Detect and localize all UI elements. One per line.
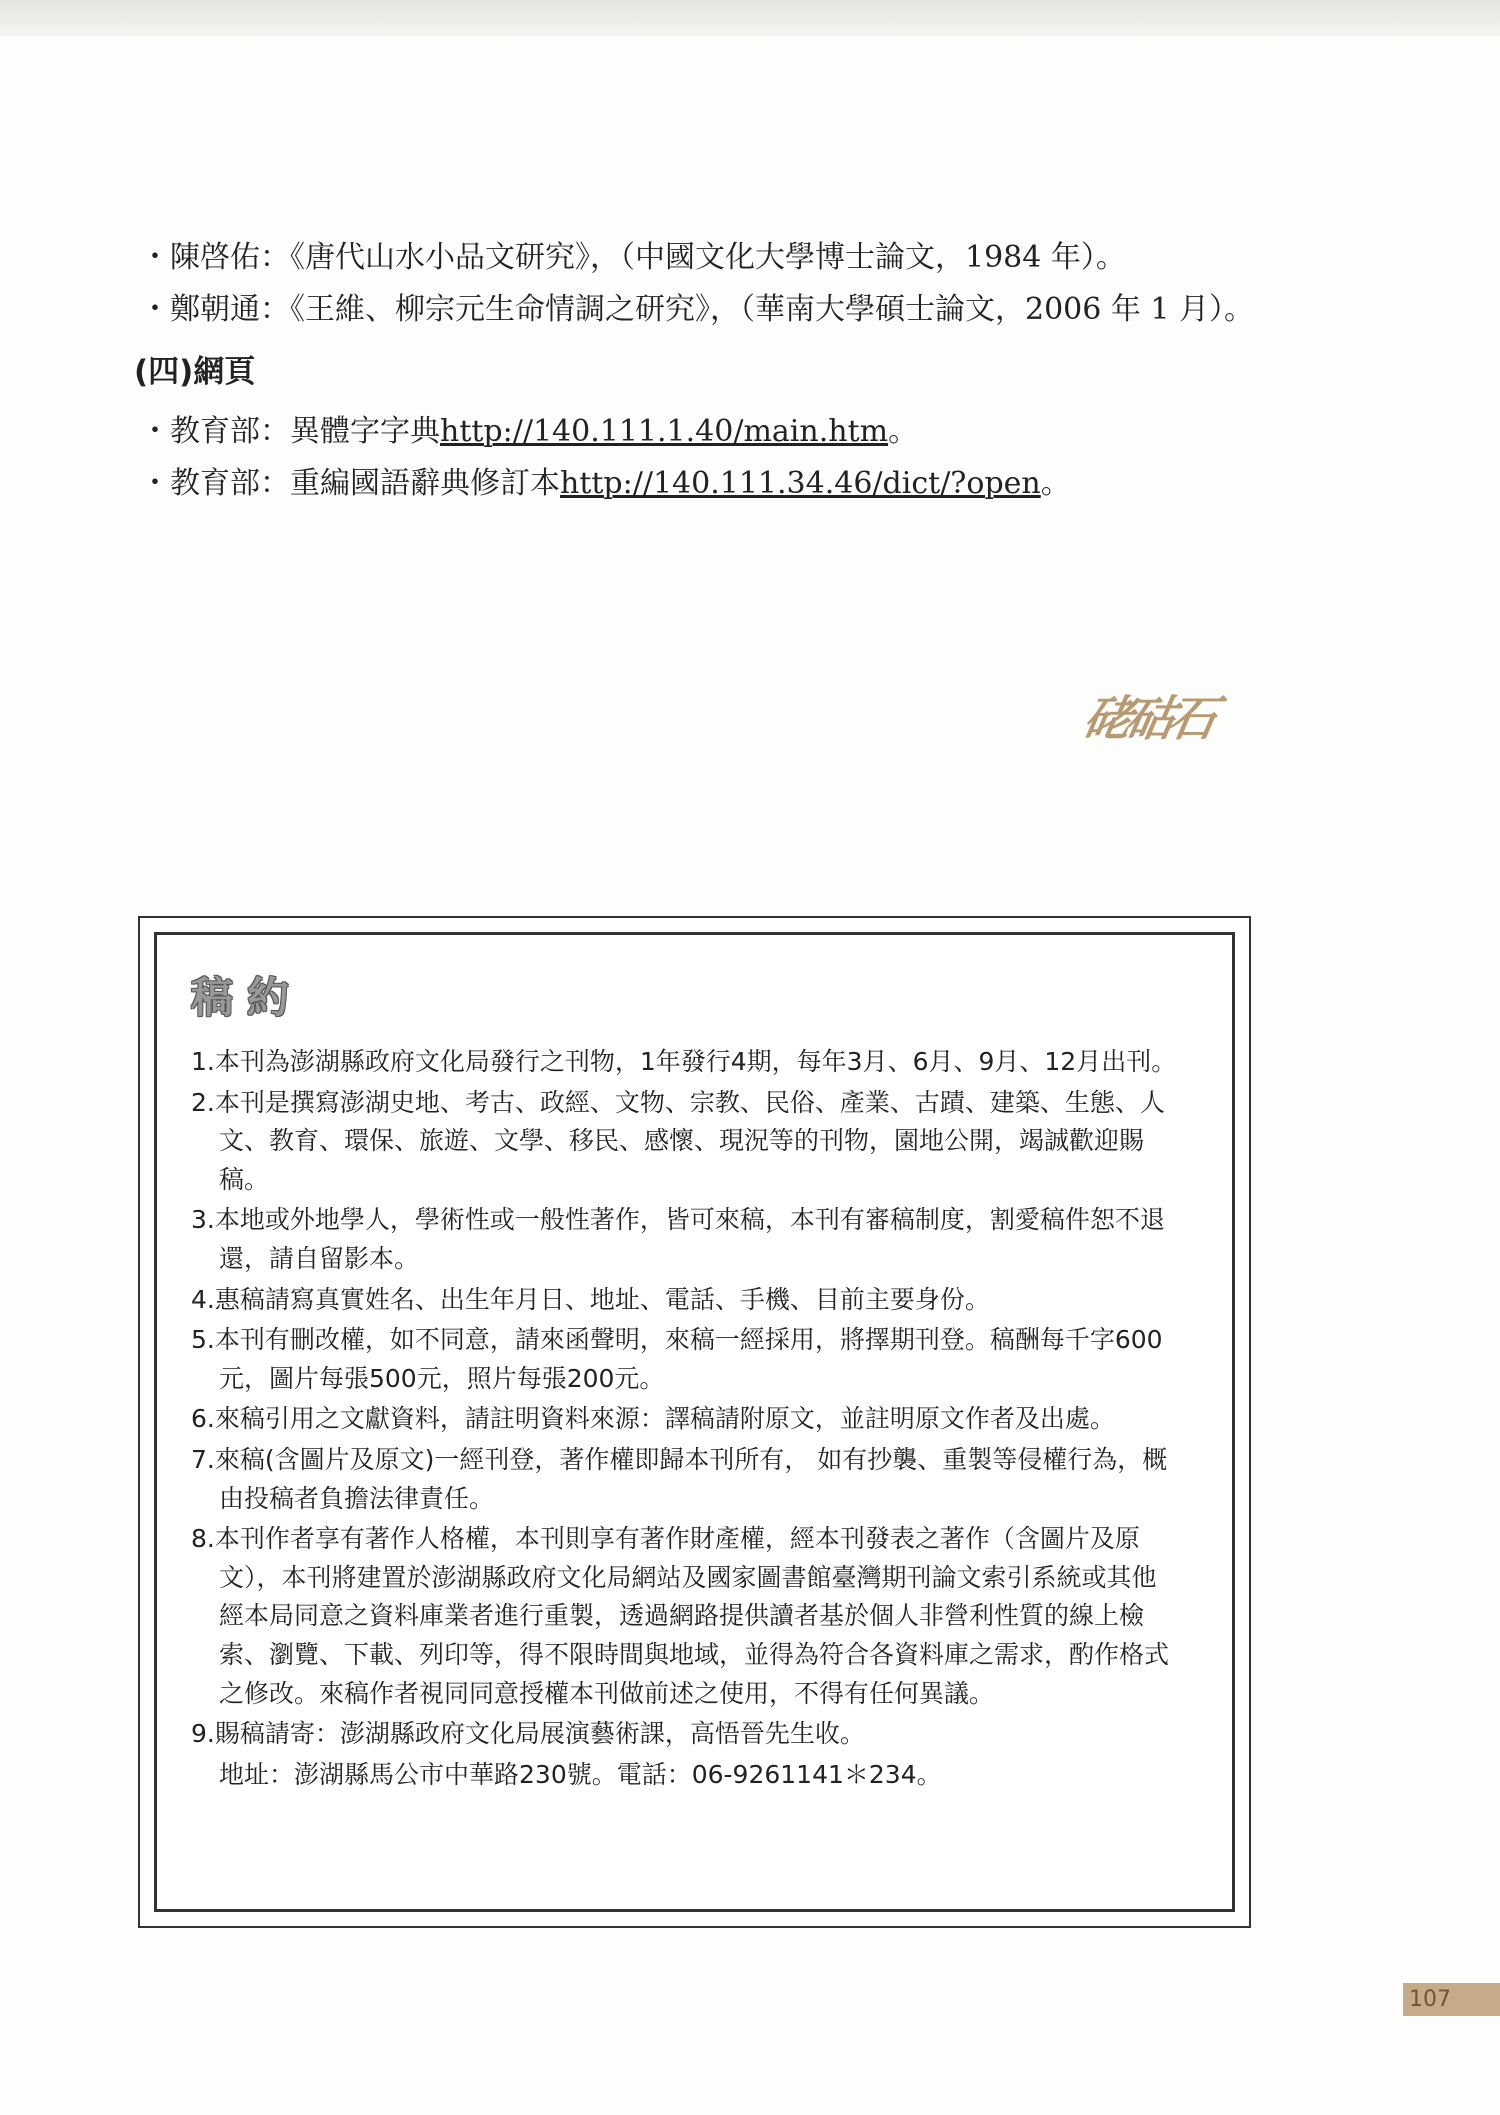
reference-item: ・鄭朝通：《王維、柳宗元生命情調之研究》，（華南大學碩士論文，2006 年 1 月）。: [140, 292, 1255, 327]
notice-rules-list: [191, 1043, 1181, 1794]
notice-address: 地址：澎湖縣馬公市中華路230號。電話：06-9261141＊234。: [219, 1759, 942, 1789]
notice-rule: 9.賜稿請寄：澎湖縣政府文化局展演藝術課，高悟晉先生收。: [191, 1719, 865, 1749]
notice-rule: 7.來稿(含圖片及原文)一經刊登，著作權即歸本刊所有， 如有抄襲、重製等侵權行為，概由投稿者負擔法律責任。: [191, 1444, 1168, 1513]
web-reference-item: ・教育部：異體字字典http://140.111.1.40/main.htm。: [140, 414, 919, 449]
notice-title: 稿約: [191, 973, 304, 1022]
reference-link[interactable]: http://140.111.34.46/dict/?open: [560, 466, 1041, 501]
notice-rule: 2.本刊是撰寫澎湖史地、考古、政經、文物、宗教、民俗、產業、古蹟、建築、生態、人文、教育、環保、旅遊、文學、移民、感懷、現況等的刊物，園地公開，竭誠歡迎賜稿。: [191, 1087, 1165, 1194]
submission-notice-box: [138, 916, 1251, 1928]
notice-rule: 3.本地或外地學人，學術性或一般性著作，皆可來稿，本刊有審稿制度，割愛稿件恕不退還，請自留影本。: [191, 1205, 1165, 1273]
notice-rule: 4.惠稿請寫真實姓名、出生年月日、地址、電話、手機、目前主要身份。: [191, 1284, 990, 1314]
journal-logo: 硓𥑮石: [1079, 691, 1216, 747]
web-reference-item: ・教育部：重編國語辭典修訂本http://140.111.34.46/dict/?open。: [140, 466, 1071, 501]
page-number: 107: [1403, 1983, 1500, 2016]
section-heading: (四)網頁: [134, 354, 256, 390]
reference-link[interactable]: http://140.111.1.40/main.htm: [440, 414, 889, 449]
notice-rule: 8.本刊作者享有著作人格權，本刊則享有著作財產權，經本刊發表之著作（含圖片及原文），本刊將建置於澎湖縣政府文化局網站及國家圖書館臺灣期刊論文索引系統或其他經本局同意之資料庫業者進行重製，透過網路提供讀者基於個人非營利性質的線上檢索、瀏覽、下載、列印等，得不限時間與地域，並得為符合各資料庫之需求，酌作格式之修改。來稿作者視同同意授權本刊做前述之使用，不得有任何異議。: [191, 1524, 1170, 1708]
references-section: [134, 232, 1280, 510]
notice-rule: 6.來稿引用之文獻資料，請註明資料來源：譯稿請附原文，並註明原文作者及出處。: [191, 1404, 1115, 1434]
reference-item: ・陳啓佑：《唐代山水小品文研究》，（中國文化大學博士論文，1984 年）。: [140, 240, 1126, 275]
page-top-band: [0, 0, 1500, 36]
submission-notice-inner-frame: [154, 932, 1235, 1912]
notice-rule: 1.本刊為澎湖縣政府文化局發行之刊物，1年發行4期，每年3月、6月、9月、12月出刊。: [191, 1047, 1177, 1076]
notice-rule: 5.本刊有刪改權，如不同意，請來函聲明，來稿一經採用，將擇期刊登。稿酬每千字600元，圖片每張500元，照片每張200元。: [191, 1325, 1163, 1393]
